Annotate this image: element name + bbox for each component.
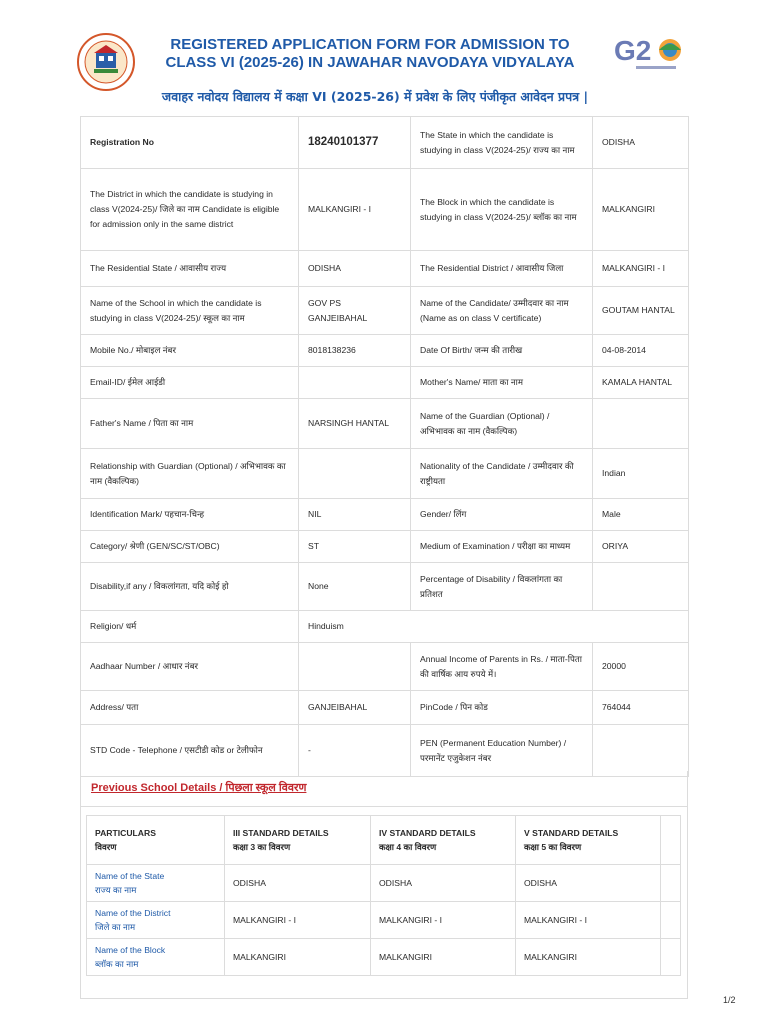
- particulars-header: PARTICULARS विवरण: [87, 816, 225, 865]
- category-value: ST: [299, 531, 411, 563]
- table-row: [81, 725, 689, 777]
- aadhaar-value: [299, 643, 411, 691]
- study-district-value: MALKANGIRI - I: [299, 169, 411, 251]
- exam-medium-value: ORIYA: [593, 531, 689, 563]
- empty-cell: [661, 902, 681, 939]
- table-row: [81, 611, 689, 643]
- email-label: Email-ID/ ईमेल आईडी: [81, 367, 299, 399]
- table-row: [81, 399, 689, 449]
- class-4-state: ODISHA: [371, 865, 516, 902]
- table-row: [81, 691, 689, 725]
- application-details-table-wrap: [80, 116, 688, 777]
- svg-text:G2: G2: [614, 35, 652, 66]
- study-district-label: The District in which the candidate is studying in class V(2024-25)/ जिले का नाम Candidate is eligible for admission only in the same district: [81, 169, 299, 251]
- table-row: [87, 939, 681, 976]
- study-state-value: ODISHA: [593, 117, 689, 169]
- pincode-label: PinCode / पिन कोड: [411, 691, 593, 725]
- class-3-header: III STANDARD DETAILS कक्षा 3 का विवरण: [225, 816, 371, 865]
- table-row: [81, 251, 689, 287]
- class-5-district: MALKANGIRI - I: [516, 902, 661, 939]
- class-4-header: IV STANDARD DETAILS कक्षा 4 का विवरण: [371, 816, 516, 865]
- class-4-district: MALKANGIRI - I: [371, 902, 516, 939]
- table-row: [81, 643, 689, 691]
- study-block-label: The Block in which the candidate is studying in class V(2024-25)/ ब्लॉक का नाम: [411, 169, 593, 251]
- guardian-relationship-value: [299, 449, 411, 499]
- empty-cell: [661, 816, 681, 865]
- gender-label: Gender/ लिंग: [411, 499, 593, 531]
- mother-name-label: Mother's Name/ माता का नाम: [411, 367, 593, 399]
- candidate-name-value: GOUTAM HANTAL: [593, 287, 689, 335]
- page-number: 1/2: [723, 995, 736, 1005]
- class-5-header: V STANDARD DETAILS कक्षा 5 का विवरण: [516, 816, 661, 865]
- class-5-state: ODISHA: [516, 865, 661, 902]
- annual-income-value: 20000: [593, 643, 689, 691]
- annual-income-label: Annual Income of Parents in Rs. / माता-पिता की वार्षिक आय रुपये में।: [411, 643, 593, 691]
- school-name-label: Name of the School in which the candidate is studying in class V(2024-25)/ स्कूल का नाम: [81, 287, 299, 335]
- table-row: [87, 865, 681, 902]
- document-title-english: REGISTERED APPLICATION FORM FOR ADMISSION TO CLASS VI (2025-26) IN JAWAHAR NAVODAYA VIDYALAYA: [165, 36, 575, 71]
- registration-no-value: 18240101377: [299, 117, 411, 169]
- navodaya-emblem-icon: [76, 32, 136, 92]
- guardian-relationship-label: Relationship with Guardian (Optional) / अभिभावक का नाम (वैकल्पिक): [81, 449, 299, 499]
- residential-district-label: The Residential District / आवासीय जिला: [411, 251, 593, 287]
- exam-medium-label: Medium of Examination / परीक्षा का माध्यम: [411, 531, 593, 563]
- class-3-block: MALKANGIRI: [225, 939, 371, 976]
- table-row: [81, 531, 689, 563]
- mother-name-value: KAMALA HANTAL: [593, 367, 689, 399]
- table-row: [81, 335, 689, 367]
- application-details-table: [80, 116, 689, 777]
- pincode-value: 764044: [593, 691, 689, 725]
- disability-percentage-label: Percentage of Disability / विकलांगता का प्रतिशत: [411, 563, 593, 611]
- aadhaar-label: Aadhaar Number / आधार नंबर: [81, 643, 299, 691]
- disability-value: None: [299, 563, 411, 611]
- category-label: Category/ श्रेणी (GEN/SC/ST/OBC): [81, 531, 299, 563]
- pen-label: PEN (Permanent Education Number) / परमानेंट एजुकेशन नंबर: [411, 725, 593, 777]
- candidate-name-label: Name of the Candidate/ उम्मीदवार का नाम (Name as on class V certificate): [411, 287, 593, 335]
- table-row: [87, 902, 681, 939]
- address-label: Address/ पता: [81, 691, 299, 725]
- dob-label: Date Of Birth/ जन्म की तारीख: [411, 335, 593, 367]
- mobile-value: 8018138236: [299, 335, 411, 367]
- residential-district-value: MALKANGIRI - I: [593, 251, 689, 287]
- nationality-label: Nationality of the Candidate / उम्मीदवार की राष्ट्रीयता: [411, 449, 593, 499]
- class-4-block: MALKANGIRI: [371, 939, 516, 976]
- disability-percentage-value: [593, 563, 689, 611]
- class-3-district: MALKANGIRI - I: [225, 902, 371, 939]
- document-header: [0, 0, 768, 112]
- block-row-label: Name of the Block ब्लॉक का नाम: [87, 939, 225, 976]
- mobile-label: Mobile No./ मोबाइल नंबर: [81, 335, 299, 367]
- residential-state-value: ODISHA: [299, 251, 411, 287]
- table-row: [81, 169, 689, 251]
- registration-no-label: Registration No: [81, 117, 299, 169]
- nationality-value: Indian: [593, 449, 689, 499]
- school-name-value: GOV PS GANJEIBAHAL: [299, 287, 411, 335]
- pen-value: [593, 725, 689, 777]
- class-3-state: ODISHA: [225, 865, 371, 902]
- table-row: [81, 449, 689, 499]
- table-row: [81, 287, 689, 335]
- empty-cell: [661, 939, 681, 976]
- religion-value: Hinduism: [299, 611, 689, 643]
- g20-logo-icon: [612, 30, 692, 76]
- table-header-row: [87, 816, 681, 865]
- father-name-value: NARSINGH HANTAL: [299, 399, 411, 449]
- previous-school-table: [86, 815, 681, 976]
- district-row-label: Name of the District जिले का नाम: [87, 902, 225, 939]
- guardian-name-label: Name of the Guardian (Optional) / अभिभावक का नाम (वैकल्पिक): [411, 399, 593, 449]
- identification-mark-label: Identification Mark/ पहचान-चिन्ह: [81, 499, 299, 531]
- dob-value: 04-08-2014: [593, 335, 689, 367]
- identification-mark-value: NIL: [299, 499, 411, 531]
- table-row: [81, 563, 689, 611]
- previous-school-heading-row: [80, 771, 688, 807]
- table-row: [81, 117, 689, 169]
- residential-state-label: The Residential State / आवासीय राज्य: [81, 251, 299, 287]
- document-title-hindi: जवाहर नवोदय विद्यालय में कक्षा VI (2025-26) में प्रवेश के लिए पंजीकृत आवेदन प्रपत्र |: [161, 89, 589, 104]
- empty-cell: [661, 865, 681, 902]
- table-row: [81, 367, 689, 399]
- previous-school-details-link[interactable]: Previous School Details / पिछला स्कूल विवरण: [91, 782, 307, 794]
- email-value: [299, 367, 411, 399]
- religion-label: Religion/ धर्म: [81, 611, 299, 643]
- class-5-block: MALKANGIRI: [516, 939, 661, 976]
- std-telephone-value: -: [299, 725, 411, 777]
- father-name-label: Father's Name / पिता का नाम: [81, 399, 299, 449]
- gender-value: Male: [593, 499, 689, 531]
- disability-label: Disability,if any / विकलांगता, यदि कोई हो: [81, 563, 299, 611]
- table-row: [81, 499, 689, 531]
- std-telephone-label: STD Code - Telephone / एसटीडी कोड or टेलीफोन: [81, 725, 299, 777]
- study-block-value: MALKANGIRI: [593, 169, 689, 251]
- study-state-label: The State in which the candidate is studying in class V(2024-25)/ राज्य का नाम: [411, 117, 593, 169]
- state-row-label: Name of the State राज्य का नाम: [87, 865, 225, 902]
- address-value: GANJEIBAHAL: [299, 691, 411, 725]
- guardian-name-value: [593, 399, 689, 449]
